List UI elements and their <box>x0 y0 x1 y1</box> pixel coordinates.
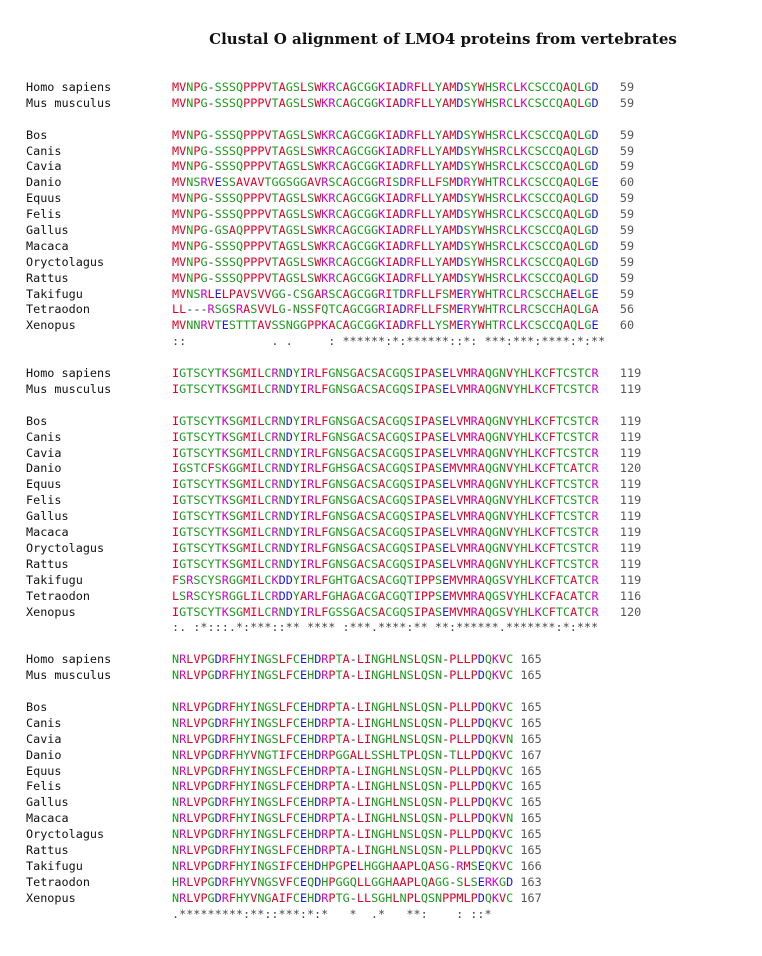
sequence-row <box>26 223 641 239</box>
species-name: Gallus <box>26 223 69 238</box>
row-spacer <box>26 398 641 414</box>
residue-count: 120 <box>619 461 642 476</box>
residue-count: 165 <box>520 842 542 857</box>
species-name: Equus <box>26 477 62 492</box>
residue-count: 60 <box>619 175 635 190</box>
residue-count: 165 <box>520 827 542 842</box>
species-name: Xenopus <box>26 604 76 619</box>
sequence-row <box>26 191 641 207</box>
residue-count: 59 <box>619 223 635 238</box>
residue-count: 119 <box>619 382 642 397</box>
sequence: NRLVPGDRFHYINGSLFCEHDRPTA-LINGHLNSLQSN-PLLPDQKVN <box>172 731 514 746</box>
residue-count: 59 <box>619 95 635 110</box>
sequence: MVNPG-SSSQPPPVTAGSLSWKRCAGCGGKIADRFLLYAMDSYWHSRCLKCSCCQAQLGD <box>172 95 599 110</box>
sequence-row <box>26 446 641 462</box>
sequence-row <box>26 175 641 191</box>
species-name: Equus <box>26 763 62 778</box>
sequence: IGTSCYTKSGMILCRNDYIRLFGNSGACSACGQSIPASELVMRAQGNVYHLKCFTCSTCR <box>172 540 599 555</box>
residue-count: 119 <box>619 509 642 524</box>
residue-count: 119 <box>619 540 642 555</box>
sequence-row <box>26 128 641 144</box>
sequence: IGTSCYTKSGMILCRNDYIRLFGNSGACSACGQSIPASELVMRAQGNVYHLKCFTCSTCR <box>172 413 599 428</box>
sequence: MVNPG-SSSQPPPVTAGSLSWKRCAGCGGKIADRFLLYAMDSYWHSRCLKCSCCQAQLGD <box>172 80 599 94</box>
species-name: Homo sapiens <box>26 366 112 381</box>
sequence-row <box>26 318 641 334</box>
species-name: Mus musculus <box>26 95 112 110</box>
residue-count: 119 <box>619 445 642 460</box>
species-name: Takifugu <box>26 858 83 873</box>
row-spacer <box>26 112 641 128</box>
species-name: Macaca <box>26 238 69 253</box>
sequence-row <box>26 875 641 891</box>
residue-count: 167 <box>520 747 542 762</box>
sequence-row <box>26 700 641 716</box>
sequence-row <box>26 843 641 859</box>
sequence: IGTSCYTKSGMILCRNDYIRLFGNSGACSACGQSIPASELVMRAQGNVYHLKCFTCSTCR <box>172 445 599 460</box>
alignment-block <box>26 366 641 636</box>
residue-count: 119 <box>619 477 642 492</box>
sequence-row <box>26 366 641 382</box>
sequence-row <box>26 255 641 271</box>
species-name: Gallus <box>26 795 69 810</box>
sequence: NRLVPGDRFHYINGSLFCEHDRPTA-LINGHLNSLQSN-PLLPDQKVC <box>172 842 514 857</box>
sequence-row <box>26 382 641 398</box>
sequence-row <box>26 541 641 557</box>
sequence: LSRSCYSRGGLILCRDDYARLFGHAGACGACGQTIPPSEMVMRAQGSVYHLKCFACATCR <box>172 588 599 603</box>
residue-count: 59 <box>619 207 635 222</box>
sequence: IGSTCFSKGGMILCRNDYIRLFGHSGACSACGQSIPASEMVMRAQGNVYHLKCFTCATCR <box>172 461 599 476</box>
sequence-row <box>26 573 641 589</box>
alignment-block <box>26 80 641 350</box>
block-spacer <box>26 636 641 652</box>
residue-count: 59 <box>619 270 635 285</box>
sequence: NRLVPGDRFHYINGSIFCEHDHPGPELHGGHAAPLQASG-RMSEQKVC <box>172 858 514 873</box>
sequence-row <box>26 207 641 223</box>
species-name: Cavia <box>26 159 62 174</box>
sequence: IGTSCYTKSGMILCRNDYIRLFGNSGACSACGQSIPASELVMRAQGNVYHLKCFTCSTCR <box>172 493 599 508</box>
sequence: MVNPG-SSSQPPPVTAGSLSWKRCAGCGGKIADRFLLYAMDSYWHSRCLKCSCCQAQLGD <box>172 254 599 269</box>
sequence-row <box>26 80 641 96</box>
sequence: NRLVPGDRFHYINGSLFCEHDRPTA-LINGHLNSLQSN-PLLPDQKVC <box>172 795 514 810</box>
sequence: IGTSCYTKSGMILCRNDYIRLFGSSGACSACGQSIPASEMVMRAQGSVYHLKCFTCATCR <box>172 604 599 619</box>
sequence: FSRSCYSRGGMILCKDDYIRLFGHTGACSACGQTIPPSEMVMRAQGSVYHLKCFTCATCR <box>172 572 599 587</box>
sequence: MVNPG-SSSQPPPVTAGSLSWKRCAGCGGKIADRFLLYAMDSYWHSRCLKCSCCQAQLGD <box>172 159 599 174</box>
residue-count: 59 <box>619 159 635 174</box>
species-name: Danio <box>26 175 62 190</box>
sequence-row <box>26 732 641 748</box>
sequence: NRLVPGDRFHYINGSLFCEHDRPTA-LINGHLNSLQSN-PLLPDQKVC <box>172 779 514 794</box>
sequence-row <box>26 748 641 764</box>
sequence-row <box>26 827 641 843</box>
species-name: Bos <box>26 127 48 142</box>
species-name: Tetraodon <box>26 302 90 317</box>
species-name: Tetraodon <box>26 874 90 889</box>
species-name: Oryctolagus <box>26 827 105 842</box>
residue-count: 60 <box>619 318 635 333</box>
sequence: NRLVPGDRFHYINGSLFCEHDRPTA-LINGHLNSLQSN-PLLPDQKVC <box>172 652 514 667</box>
consensus-symbols: :: . . : ******:*:******::*: ***:***:****:*:** <box>172 334 606 349</box>
sequence-row <box>26 477 641 493</box>
sequence: MVNPG-GSAQPPPVTAGSLSWKRCAGCGGKIADRFLLYAMDSYWHSRCLKCSCCQAQLGD <box>172 223 599 238</box>
residue-count: 165 <box>520 779 542 794</box>
sequence-row <box>26 811 641 827</box>
species-name: Rattus <box>26 270 69 285</box>
residue-count: 119 <box>619 413 642 428</box>
residue-count: 165 <box>520 731 542 746</box>
sequence: NRLVPGDRFHYINGSLFCEHDRPTA-LINGHLNSLQSN-PLLPDQKVC <box>172 715 514 730</box>
species-name: Canis <box>26 429 62 444</box>
residue-count: 59 <box>619 127 635 142</box>
sequence-row <box>26 159 641 175</box>
consensus-symbols: .*********:**::***:*:* * .* **: : ::* <box>172 906 492 921</box>
sequence: MVNPG-SSSQPPPVTAGSLSWKRCAGCGGKIADRFLLYAMDSYWHSRCLKCSCCQAQLGD <box>172 191 599 206</box>
sequence: IGTSCYTKSGMILCRNDYIRLFGNSGACSACGQSIPASELVMRAQGNVYHLKCFTCSTCR <box>172 477 599 492</box>
sequence-row <box>26 652 641 668</box>
sequence: MVNNRVTESTTTAVSSNGGPPKACAGCGGKIADRFLLYSMERYWHTRCLKCSCCQAQLGE <box>172 318 599 333</box>
sequence: MVNPG-SSSQPPPVTAGSLSWKRCAGCGGKIADRFLLYAMDSYWHSRCLKCSCCQAQLGD <box>172 270 599 285</box>
species-name: Bos <box>26 699 48 714</box>
residue-count: 165 <box>520 699 542 714</box>
sequence: NRLVPGDRFHYVNGTIFCEHDRPGGALLSSHLTPLQSN-TLLPDQKVC <box>172 747 514 762</box>
species-name: Cavia <box>26 445 62 460</box>
sequence: IGTSCYTKSGMILCRNDYIRLFGNSGACSACGQSIPASELVMRAQGNVYHLKCFTCSTCR <box>172 525 599 540</box>
sequence-row <box>26 271 641 287</box>
species-name: Tetraodon <box>26 588 90 603</box>
residue-count: 59 <box>619 80 635 94</box>
residue-count: 119 <box>619 572 642 587</box>
figure-title: Clustal O alignment of LMO4 proteins from vertebrates <box>209 30 677 48</box>
sequence-row <box>26 239 641 255</box>
residue-count: 165 <box>520 668 542 683</box>
sequence: LL---RSGSRASVVLG-NSSFQTCAGCGGRIADRFLLFSMERYWHTRCLRCSCCHAQLGA <box>172 302 599 317</box>
species-name: Gallus <box>26 509 69 524</box>
residue-count: 167 <box>520 890 542 905</box>
sequence: MVNSRLELPAVSVVGG-CSGARSCAGCGGRITDRFLLFSMERYWHTRCLRCSCCHAELGE <box>172 286 599 301</box>
residue-count: 59 <box>619 238 635 253</box>
species-name: Canis <box>26 143 62 158</box>
sequence-row <box>26 302 641 318</box>
sequence: IGTSCYTKSGMILCRNDYIRLFGNSGACSACGQSIPASELVMRAQGNVYHLKCFTCSTCR <box>172 382 599 397</box>
residue-count: 119 <box>619 525 642 540</box>
species-name: Mus musculus <box>26 382 112 397</box>
sequence-row <box>26 557 641 573</box>
sequence: NRLVPGDRFHYINGSLFCEHDRPTA-LINGHLNSLQSN-PLLPDQKVN <box>172 811 514 826</box>
sequence-row <box>26 96 641 112</box>
block-spacer <box>26 350 641 366</box>
residue-count: 119 <box>619 493 642 508</box>
species-name: Takifugu <box>26 572 83 587</box>
sequence-row <box>26 716 641 732</box>
residue-count: 163 <box>520 874 542 889</box>
species-name: Canis <box>26 715 62 730</box>
species-name: Felis <box>26 493 62 508</box>
sequence: IGTSCYTKSGMILCRNDYIRLFGNSGACSACGQSIPASELVMRAQGNVYHLKCFTCSTCR <box>172 366 599 381</box>
residue-count: 119 <box>619 366 642 381</box>
residue-count: 116 <box>619 588 642 603</box>
sequence: NRLVPGDRFHYINGSLFCEHDRPTA-LINGHLNSLQSN-PLLPDQKVC <box>172 827 514 842</box>
residue-count: 119 <box>619 429 642 444</box>
residue-count: 59 <box>619 254 635 269</box>
residue-count: 165 <box>520 795 542 810</box>
residue-count: 119 <box>619 556 642 571</box>
sequence-row <box>26 509 641 525</box>
species-name: Felis <box>26 207 62 222</box>
sequence-row <box>26 605 641 621</box>
species-name: Mus musculus <box>26 668 112 683</box>
sequence: NRLVPGDRFHYVNGAIFCEHDRPTG-LLSGHLNPLQSNPPMLPDQKVC <box>172 890 514 905</box>
species-name: Homo sapiens <box>26 652 112 667</box>
residue-count: 165 <box>520 811 542 826</box>
sequence: NRLVPGDRFHYINGSLFCEHDRPTA-LINGHLNSLQSN-PLLPDQKVC <box>172 763 514 778</box>
sequence-row <box>26 668 641 684</box>
alignment <box>26 80 641 922</box>
sequence-row <box>26 414 641 430</box>
sequence-row <box>26 430 641 446</box>
residue-count: 165 <box>520 763 542 778</box>
species-name: Macaca <box>26 525 69 540</box>
sequence-row <box>26 589 641 605</box>
residue-count: 166 <box>520 858 542 873</box>
species-name: Felis <box>26 779 62 794</box>
sequence: MVNSRVESSAVAVTGGSGGAVRSCAGCGGRISDRFLLFSMDRYWHTRCLKCSCCQAQLGE <box>172 175 599 190</box>
sequence-row <box>26 891 641 907</box>
species-name: Bos <box>26 413 48 428</box>
consensus-symbols: :. :*:::.*:***::** **** :***.****:** **:******.*******:*:*** <box>172 620 599 635</box>
residue-count: 59 <box>619 143 635 158</box>
row-spacer <box>26 684 641 700</box>
sequence-row <box>26 525 641 541</box>
residue-count: 56 <box>619 302 635 317</box>
species-name: Oryctolagus <box>26 540 105 555</box>
residue-count: 120 <box>619 604 642 619</box>
species-name: Macaca <box>26 811 69 826</box>
sequence: IGTSCYTKSGMILCRNDYIRLFGNSGACSACGQSIPASELVMRAQGNVYHLKCFTCSTCR <box>172 429 599 444</box>
species-name: Xenopus <box>26 890 76 905</box>
sequence: HRLVPGDRFHYVNGSVFCEQDHPGGQLLGGHAAPLQAGG-SLSERKGD <box>172 874 514 889</box>
consensus-line <box>26 620 641 636</box>
sequence-row <box>26 764 641 780</box>
species-name: Takifugu <box>26 286 83 301</box>
sequence-row <box>26 287 641 303</box>
residue-count: 165 <box>520 652 542 667</box>
sequence: NRLVPGDRFHYINGSLFCEHDRPTA-LINGHLNSLQSN-PLLPDQKVC <box>172 668 514 683</box>
species-name: Cavia <box>26 731 62 746</box>
sequence: MVNPG-SSSQPPPVTAGSLSWKRCAGCGGKIADRFLLYAMDSYWHSRCLKCSCCQAQLGD <box>172 207 599 222</box>
species-name: Rattus <box>26 556 69 571</box>
alignment-block <box>26 652 641 922</box>
residue-count: 59 <box>619 191 635 206</box>
sequence: IGTSCYTKSGMILCRNDYIRLFGNSGACSACGQSIPASELVMRAQGNVYHLKCFTCSTCR <box>172 556 599 571</box>
consensus-line <box>26 907 641 923</box>
sequence-row <box>26 795 641 811</box>
sequence-row <box>26 461 641 477</box>
sequence: MVNPG-SSSQPPPVTAGSLSWKRCAGCGGKIADRFLLYAMDSYWHSRCLKCSCCQAQLGD <box>172 127 599 142</box>
sequence: NRLVPGDRFHYINGSLFCEHDRPTA-LINGHLNSLQSN-PLLPDQKVC <box>172 699 514 714</box>
species-name: Danio <box>26 461 62 476</box>
consensus-line <box>26 334 641 350</box>
sequence-row <box>26 493 641 509</box>
sequence: MVNPG-SSSQPPPVTAGSLSWKRCAGCGGKIADRFLLYAMDSYWHSRCLKCSCCQAQLGD <box>172 238 599 253</box>
sequence: MVNPG-SSSQPPPVTAGSLSWKRCAGCGGKIADRFLLYAMDSYWHSRCLKCSCCQAQLGD <box>172 143 599 158</box>
sequence-row <box>26 859 641 875</box>
species-name: Equus <box>26 191 62 206</box>
species-name: Oryctolagus <box>26 254 105 269</box>
species-name: Xenopus <box>26 318 76 333</box>
sequence: IGTSCYTKSGMILCRNDYIRLFGNSGACSACGQSIPASELVMRAQGNVYHLKCFTCSTCR <box>172 509 599 524</box>
sequence-row <box>26 144 641 160</box>
residue-count: 59 <box>619 286 635 301</box>
species-name: Homo sapiens <box>26 80 112 94</box>
species-name: Danio <box>26 747 62 762</box>
species-name: Rattus <box>26 842 69 857</box>
residue-count: 165 <box>520 715 542 730</box>
sequence-row <box>26 779 641 795</box>
